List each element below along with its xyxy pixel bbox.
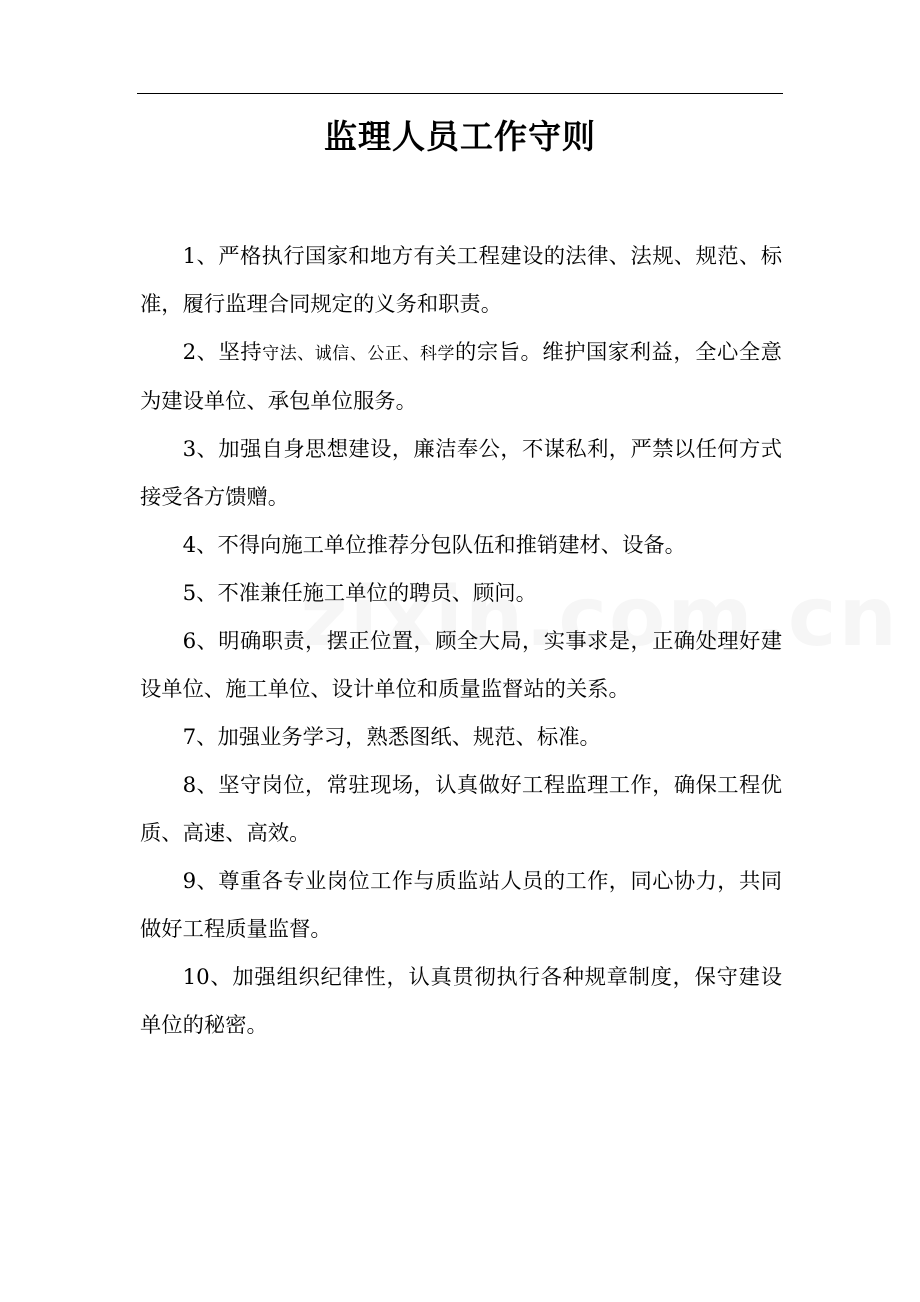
clause-8: 8、坚守岗位，常驻现场，认真做好工程监理工作，确保工程优质、高速、高效。 <box>140 773 782 846</box>
document-body <box>140 233 782 1050</box>
clause-2-suffix: 的宗旨。维护国家利益，全心全意为建设单位、承包单位服务。 <box>140 340 782 414</box>
clause-2 <box>140 329 782 426</box>
clause-4: 4、不得向施工单位推荐分包队伍和推销建材、设备。 <box>182 533 686 558</box>
document-title: 监理人员工作守则 <box>324 117 596 156</box>
clause-9: 9、尊重各专业岗位工作与质监站人员的工作，同心协力，共同做好工程质量监督。 <box>140 869 782 942</box>
clause-7: 7、加强业务学习，熟悉图纸、规范、标准。 <box>182 725 601 750</box>
clause-1: 1、严格执行国家和地方有关工程建设的法律、法规、规范、标准，履行监理合同规定的义务和职责。 <box>140 244 782 317</box>
header-rule <box>137 93 783 94</box>
clause-2-prefix: 2、坚持 <box>182 340 263 365</box>
clause-2-principles: 守法、诚信、公正、科学 <box>262 344 456 364</box>
clause-10: 10、加强组织纪律性，认真贯彻执行各种规章制度，保守建设单位的秘密。 <box>140 965 782 1038</box>
clause-6: 6、明确职责，摆正位置，顾全大局，实事求是，正确处理好建设单位、施工单位、设计单位和质量监督站的关系。 <box>140 629 782 702</box>
clause-5: 5、不准兼任施工单位的聘员、顾问。 <box>182 581 537 606</box>
clause-3: 3、加强自身思想建设，廉洁奉公，不谋私利，严禁以任何方式接受各方馈赠。 <box>140 437 782 510</box>
